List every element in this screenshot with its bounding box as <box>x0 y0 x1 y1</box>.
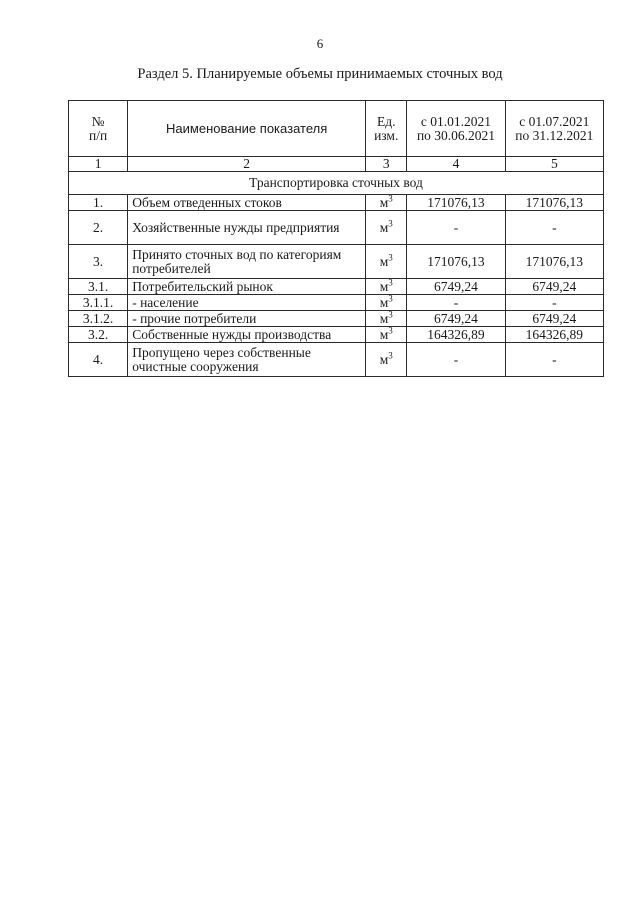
row-indicator-name: Собственные нужды производства <box>128 327 366 343</box>
unit-exponent: 3 <box>388 193 393 203</box>
row-number: 3.2. <box>69 327 128 343</box>
wastewater-volume-table <box>68 100 604 377</box>
column-index: 5 <box>505 157 603 172</box>
header-number <box>69 101 128 157</box>
row-value-period-2: 6749,24 <box>505 279 603 295</box>
row-value-period-1: 164326,89 <box>407 327 505 343</box>
row-indicator-name: Принято сточных вод по категориям потребителей <box>128 245 366 279</box>
row-value-period-2: 171076,13 <box>505 195 603 211</box>
row-unit <box>366 211 407 245</box>
row-value-period-1: 6749,24 <box>407 279 505 295</box>
row-number: 3. <box>69 245 128 279</box>
table-row <box>69 311 604 327</box>
row-value-period-2: - <box>505 211 603 245</box>
row-value-period-1: - <box>407 343 505 377</box>
row-number: 1. <box>69 195 128 211</box>
header-period-1-to: по 30.06.2021 <box>416 127 496 143</box>
column-index-row <box>69 157 604 172</box>
header-period-2-from: с 01.07.2021 <box>519 113 590 129</box>
section-title: Раздел 5. Планируемые объемы принимаемых сточных вод <box>137 66 503 82</box>
column-index: 4 <box>407 157 505 172</box>
column-index: 1 <box>69 157 128 172</box>
unit-exponent: 3 <box>388 252 393 262</box>
header-period-1-from: с 01.01.2021 <box>420 113 492 129</box>
table-row <box>69 343 604 377</box>
table-row <box>69 245 604 279</box>
header-period-2 <box>505 101 603 157</box>
row-indicator-name: - население <box>128 295 366 311</box>
group-row <box>69 172 604 195</box>
table-row <box>69 327 604 343</box>
row-indicator-name: Хозяйственные нужды предприятия <box>128 211 366 245</box>
unit-base: м <box>379 194 389 210</box>
row-number: 4. <box>69 343 128 377</box>
row-number: 3.1.1. <box>69 295 128 311</box>
unit-base: м <box>379 253 389 269</box>
unit-base: м <box>379 351 389 367</box>
unit-exponent: 3 <box>388 218 393 228</box>
row-value-period-2: 6749,24 <box>505 311 603 327</box>
row-indicator-name: Пропущено через собственные очистные сооружения <box>128 343 366 377</box>
header-unit-line2: изм. <box>374 127 399 143</box>
table-header-row <box>69 101 604 157</box>
header-unit <box>366 101 407 157</box>
header-number-abbr: п/п <box>89 127 108 143</box>
header-indicator-name: Наименование показателя <box>128 101 366 157</box>
unit-exponent: 3 <box>388 293 393 303</box>
row-value-period-1: 171076,13 <box>407 245 505 279</box>
header-unit-line1: Ед. <box>376 113 396 129</box>
page-number: 6 <box>316 36 324 51</box>
row-unit <box>366 343 407 377</box>
row-unit <box>366 245 407 279</box>
row-value-period-2: 171076,13 <box>505 245 603 279</box>
unit-exponent: 3 <box>388 325 393 335</box>
unit-exponent: 3 <box>388 309 393 319</box>
column-index: 2 <box>128 157 366 172</box>
table-row <box>69 195 604 211</box>
header-period-1 <box>407 101 505 157</box>
row-value-period-2: - <box>505 343 603 377</box>
row-indicator-name: - прочие потребители <box>128 311 366 327</box>
unit-exponent: 3 <box>388 350 393 360</box>
row-number: 2. <box>69 211 128 245</box>
row-value-period-1: 6749,24 <box>407 311 505 327</box>
row-value-period-2: - <box>505 295 603 311</box>
row-unit <box>366 327 407 343</box>
row-value-period-1: - <box>407 211 505 245</box>
unit-base: м <box>379 310 389 326</box>
unit-exponent: 3 <box>388 277 393 287</box>
row-number: 3.1.2. <box>69 311 128 327</box>
unit-base: м <box>379 278 389 294</box>
table-row <box>69 295 604 311</box>
row-value-period-1: - <box>407 295 505 311</box>
row-value-period-1: 171076,13 <box>407 195 505 211</box>
row-number: 3.1. <box>69 279 128 295</box>
row-unit <box>366 279 407 295</box>
table-row <box>69 279 604 295</box>
group-title: Транспортировка сточных вод <box>69 172 604 195</box>
column-index: 3 <box>366 157 407 172</box>
row-unit <box>366 195 407 211</box>
header-period-2-to: по 31.12.2021 <box>515 127 594 143</box>
row-unit <box>366 311 407 327</box>
unit-base: м <box>379 219 389 235</box>
table-row <box>69 211 604 245</box>
row-value-period-2: 164326,89 <box>505 327 603 343</box>
unit-base: м <box>379 294 389 310</box>
unit-base: м <box>379 326 389 342</box>
header-number-symbol: № <box>91 113 105 129</box>
row-indicator-name: Потребительский рынок <box>128 279 366 295</box>
row-indicator-name: Объем отведенных стоков <box>128 195 366 211</box>
row-unit <box>366 295 407 311</box>
